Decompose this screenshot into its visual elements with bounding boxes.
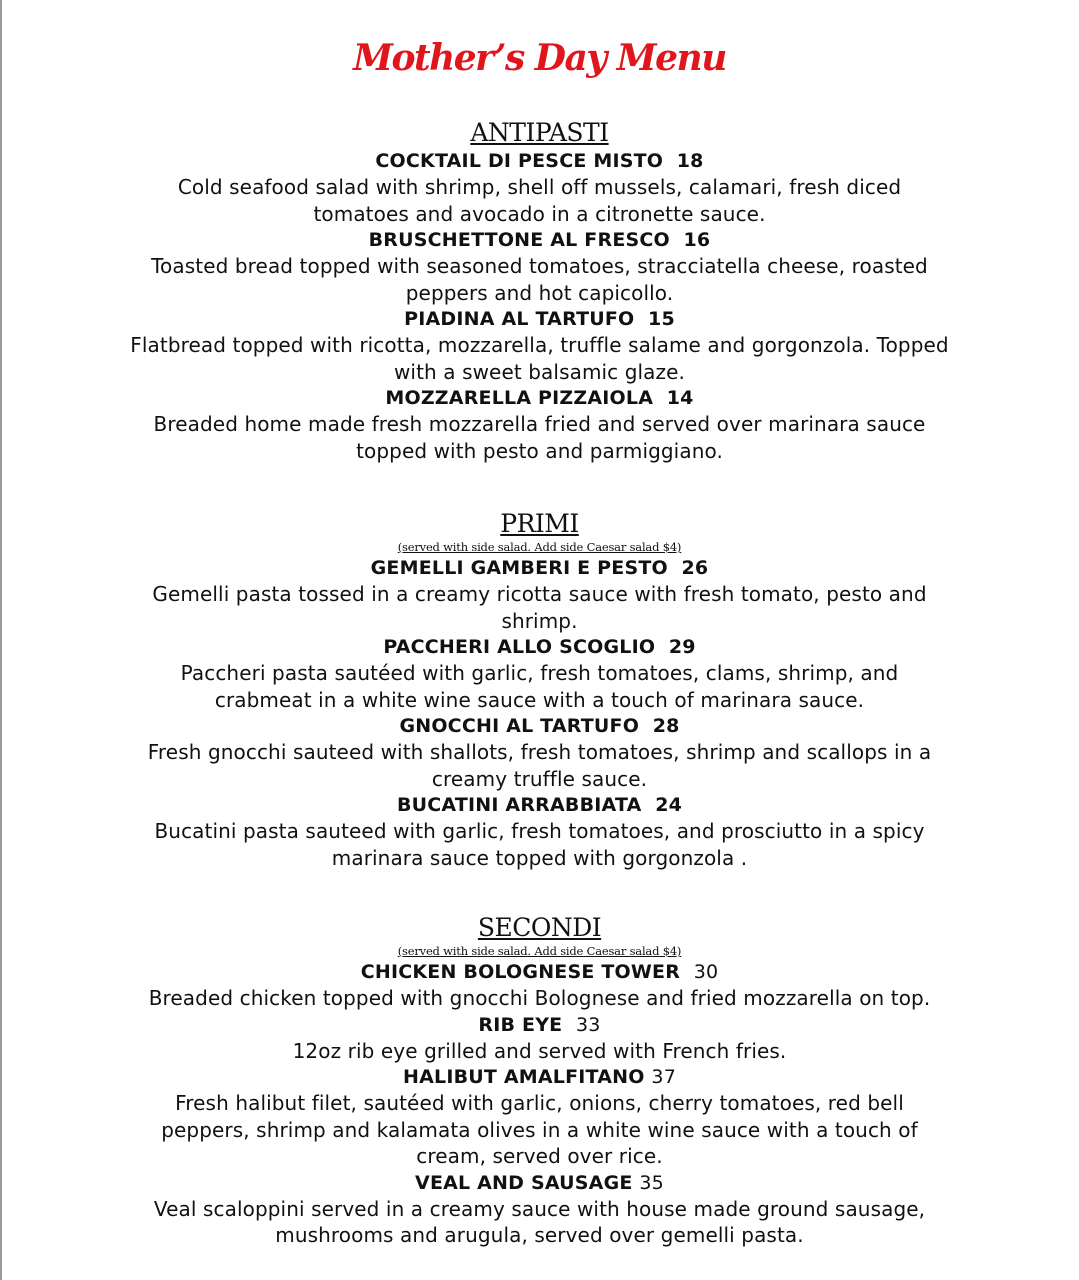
menu-item-name: GNOCCHI AL TARTUFO 28 xyxy=(399,715,680,737)
menu-item-name: VEAL AND SAUSAGE 35 xyxy=(415,1171,664,1194)
menu-item-name: HALIBUT AMALFITANO 37 xyxy=(403,1066,676,1088)
menu-item-price: 24 xyxy=(655,794,683,816)
menu-item-name: MOZZARELLA PIZZAIOLA 14 xyxy=(385,387,694,409)
menu-item-price: 30 xyxy=(693,961,719,983)
menu-item-description: Toasted bread topped with seasoned tomatoes, stracciatella cheese, roasted peppers and hot capicollo. xyxy=(151,254,928,305)
menu-item-price: 15 xyxy=(648,308,675,330)
menu-item-name: BRUSCHETTONE AL FRESCO 16 xyxy=(368,229,711,251)
menu-item-description: Veal scaloppini served in a creamy sauce with house made ground sausage, mushrooms and arugula, served over gemelli pasta. xyxy=(153,1196,926,1247)
menu-item-description: Flatbread topped with ricotta, mozzarella, truffle salame and gorgonzola. Topped with a sweet balsamic glaze. xyxy=(130,333,949,384)
menu-item-price: 16 xyxy=(683,229,711,251)
menu-item-price: 35 xyxy=(639,1171,664,1194)
menu-item-description: 12oz rib eye grilled and served with French fries. xyxy=(292,1038,787,1063)
section-primi xyxy=(0,509,1079,871)
menu-item-name: COCKTAIL DI PESCE MISTO 18 xyxy=(375,150,704,172)
menu-item-price: 18 xyxy=(676,150,704,172)
menu-item-name: BUCATINI ARRABBIATA 24 xyxy=(396,794,683,816)
menu-item-price: 37 xyxy=(651,1066,676,1088)
section-note: (served with side salad. Add side Caesar salad $4) xyxy=(397,944,682,958)
menu-item-price: 29 xyxy=(668,636,696,658)
section-antipasti xyxy=(0,118,1079,464)
menu-item-description: Bucatini pasta sauteed with garlic, fresh tomatoes, and prosciutto in a spicy marinara sauce topped with gorgonzola . xyxy=(154,819,925,870)
menu-item-name: PIADINA AL TARTUFO 15 xyxy=(404,308,675,330)
menu-item-name: CHICKEN BOLOGNESE TOWER 30 xyxy=(360,961,719,983)
section-heading: SECONDI xyxy=(477,913,602,942)
section-heading: ANTIPASTI xyxy=(470,118,609,147)
section-heading: PRIMI xyxy=(500,509,579,538)
menu-item-price: 33 xyxy=(575,1013,601,1036)
menu-item-price: 26 xyxy=(681,557,709,579)
menu-title: Mother’s Day Menu xyxy=(353,37,726,79)
menu-item-name: PACCHERI ALLO SCOGLIO 29 xyxy=(383,636,696,658)
menu-item-description: Gemelli pasta tossed in a creamy ricotta sauce with fresh tomato, pesto and shrimp. xyxy=(152,582,927,633)
menu-item-price: 28 xyxy=(652,715,680,737)
menu-item-price: 14 xyxy=(666,387,694,409)
menu-item-description: Cold seafood salad with shrimp, shell off mussels, calamari, fresh diced tomatoes and avocado in a citronette sauce. xyxy=(177,175,902,226)
menu-item-description: Fresh halibut filet, sautéed with garlic, onions, cherry tomatoes, red bell peppers, shrimp and kalamata olives in a white wine sauce with a touch of cream, served over rice. xyxy=(161,1091,918,1168)
menu-item-name: GEMELLI GAMBERI E PESTO 26 xyxy=(370,557,709,579)
menu-item-description: Fresh gnocchi sauteed with shallots, fresh tomatoes, shrimp and scallops in a creamy truffle sauce. xyxy=(147,740,932,791)
menu-item-description: Breaded home made fresh mozzarella fried and served over marinara sauce topped with pesto and parmiggiano. xyxy=(153,412,926,463)
menu-item-description: Breaded chicken topped with gnocchi Bolognese and fried mozzarella on top. xyxy=(148,986,931,1010)
menu-item-name: RIB EYE 33 xyxy=(478,1013,601,1036)
section-secondi xyxy=(0,913,1079,1249)
section-note: (served with side salad. Add side Caesar salad $4) xyxy=(397,540,682,554)
menu-item-description: Paccheri pasta sautéed with garlic, fresh tomatoes, clams, shrimp, and crabmeat in a white wine sauce with a touch of marinara sauce. xyxy=(180,661,899,712)
